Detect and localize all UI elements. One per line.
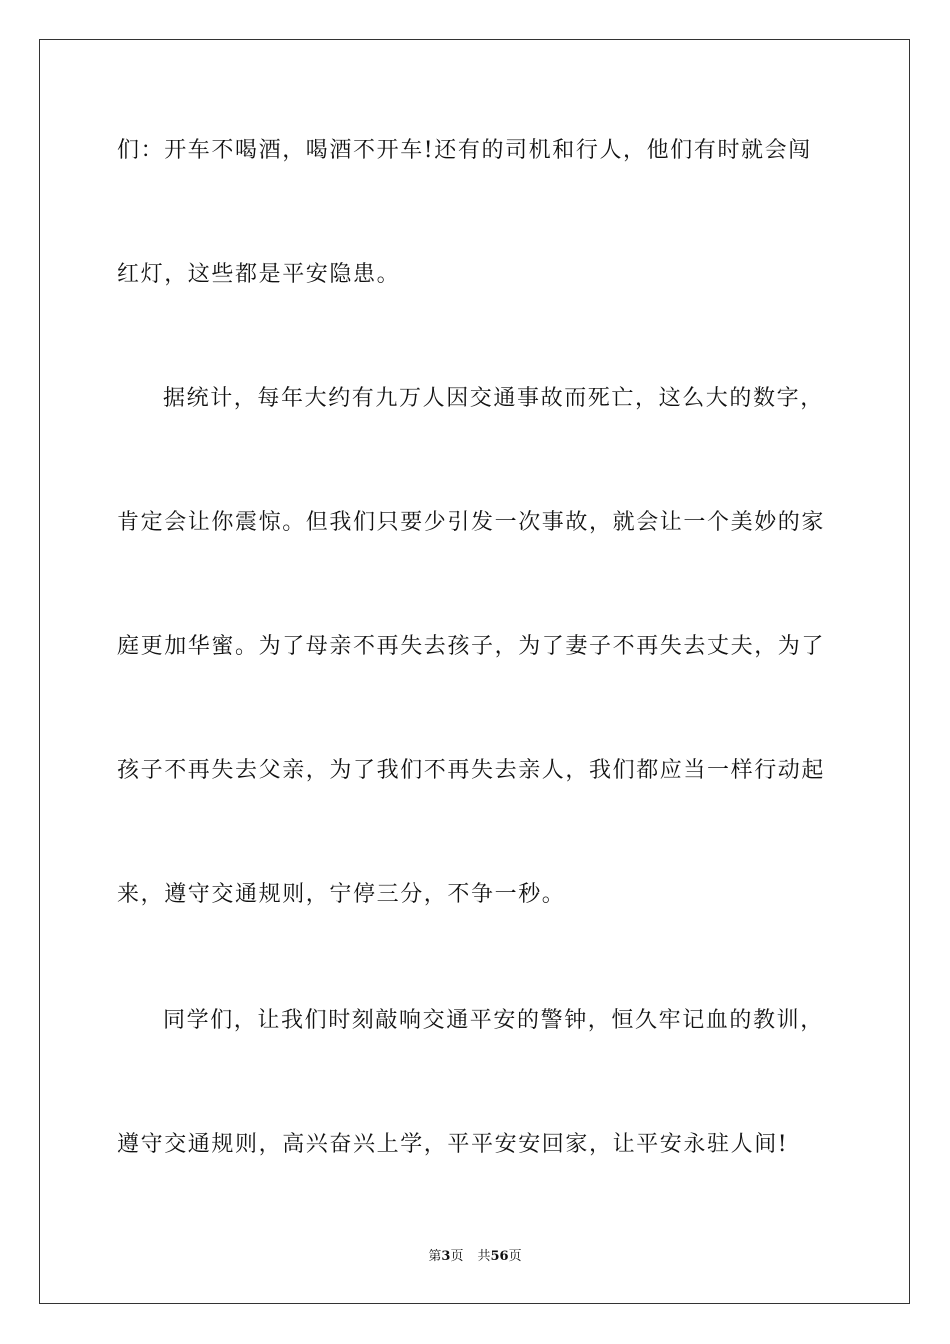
- body-line-2: 红灯，这些都是平安隐患。: [117, 262, 401, 287]
- paragraph-start-classmates: 同学们，让我们时刻敲响交通平安的警钟，恒久牢记血的教训，: [163, 1008, 824, 1033]
- body-line-1: 们：开车不喝酒，喝酒不开车!还有的司机和行人，他们有时就会闯: [117, 138, 812, 163]
- page-number: 3: [441, 1249, 451, 1264]
- total-prefix: 共: [477, 1249, 491, 1264]
- page-frame: [39, 39, 910, 1304]
- page-suffix: 页: [450, 1249, 464, 1264]
- page-prefix: 第: [428, 1249, 442, 1264]
- body-line-7: 来，遵守交通规则，宁停三分，不争一秒。: [117, 882, 566, 907]
- page-footer: [0, 1248, 950, 1266]
- body-line-5: 庭更加华蜜。为了母亲不再失去孩子，为了妻子不再失去丈夫，为了: [117, 634, 826, 659]
- body-line-6: 孩子不再失去父亲，为了我们不再失去亲人，我们都应当一样行动起: [117, 758, 826, 783]
- total-suffix: 页: [508, 1249, 522, 1264]
- body-line-4: 肯定会让你震惊。但我们只要少引发一次事故，就会让一个美妙的家: [117, 510, 826, 535]
- body-line-9: 遵守交通规则，高兴奋兴上学，平平安安回家，让平安永驻人间!: [117, 1132, 789, 1157]
- paragraph-start-statistics: 据统计，每年大约有九万人因交通事故而死亡，这么大的数字，: [163, 386, 824, 411]
- total-pages: 56: [490, 1249, 509, 1264]
